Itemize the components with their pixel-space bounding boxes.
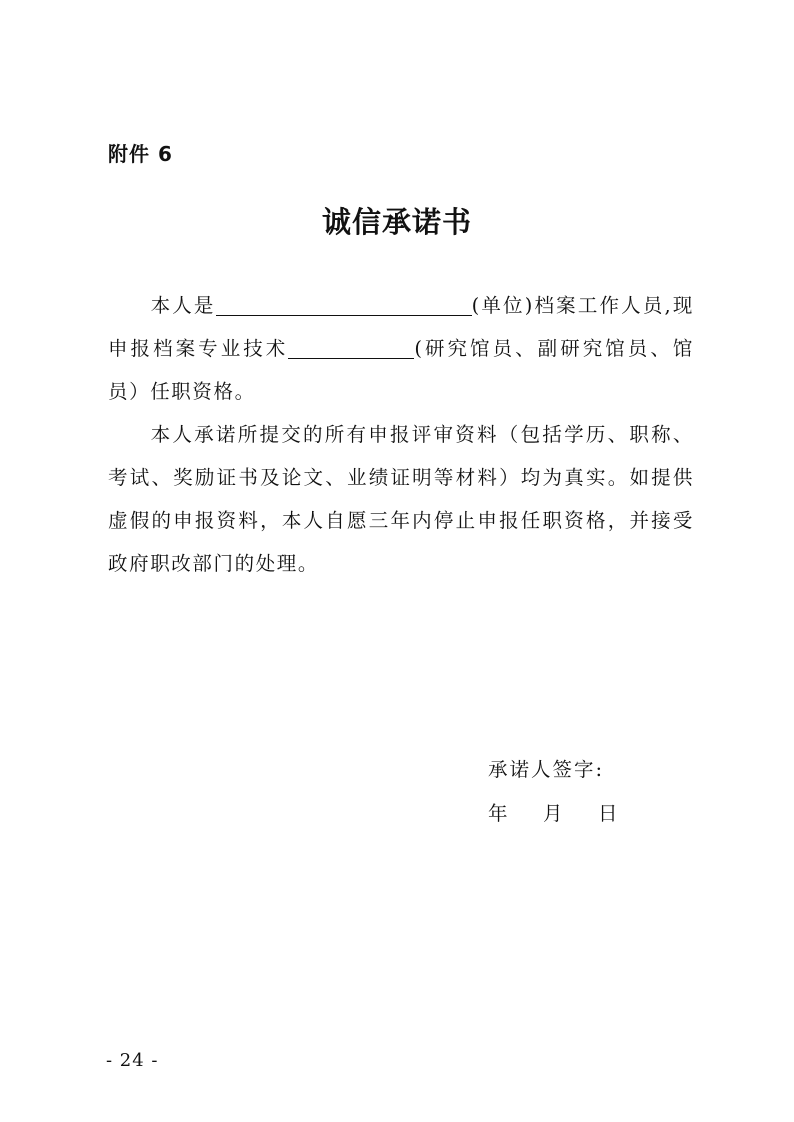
date-day-label: 日 [598,802,618,825]
document-body [108,284,694,585]
date-month-label: 月 [543,802,563,825]
signature-label: 承诺人签字: [488,758,605,781]
declaration-middle: (单位)档案工作人员,现申报档案专业技术 [108,294,694,360]
declaration-intro: 本人是 [150,294,216,317]
title-level-field[interactable] [288,336,414,359]
date-year-label: 年 [488,802,508,825]
paragraph-declaration [108,284,694,413]
document-title: 诚信承诺书 [321,205,472,239]
page-number: - 24 - [106,1050,159,1071]
paragraph-commitment [108,413,694,585]
commitment-text: 本人承诺所提交的所有申报评审资料（包括学历、职称、考试、奖励证书及论文、业绩证明等材料）均为真实。如提供虚假的申报资料，本人自愿三年内停止申报任职资格，并接受政府职改部门的处理。 [108,423,694,575]
attachment-label: 附件 6 [108,142,173,166]
unit-name-field[interactable] [216,293,472,316]
declaration-end: (研究馆员、副研究馆员、馆员）任职资格。 [108,337,694,403]
